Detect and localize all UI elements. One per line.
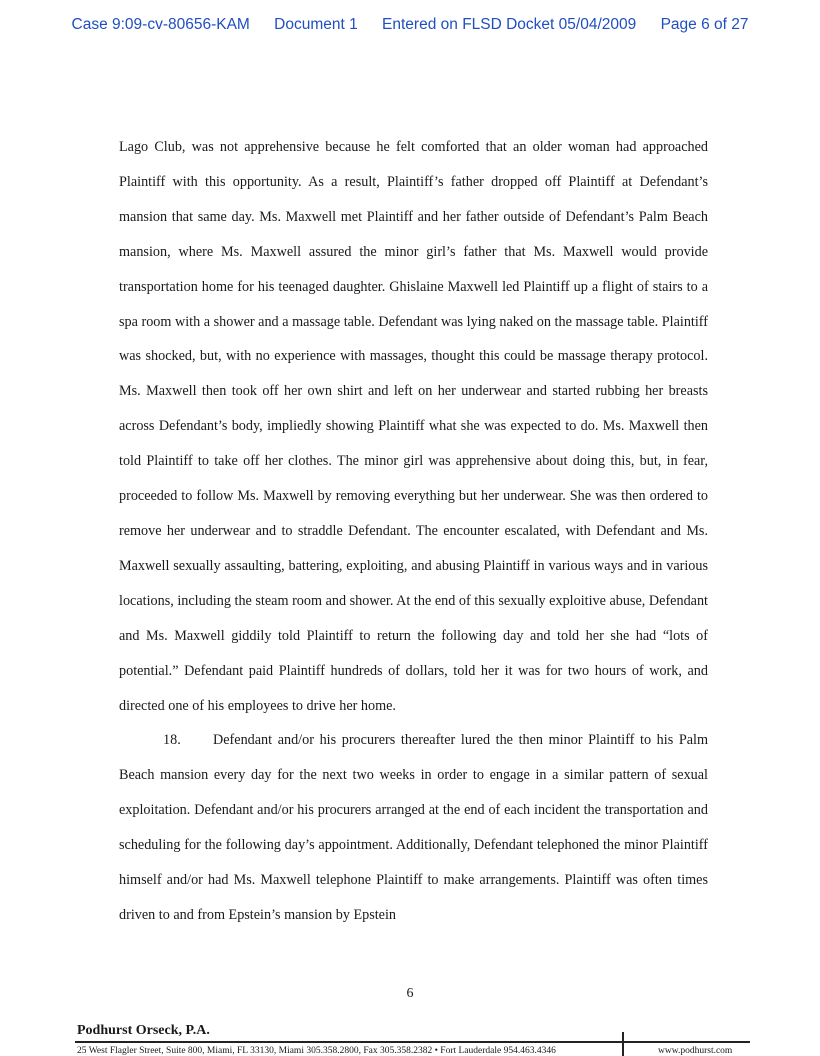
- footer-address: 25 West Flagler Street, Suite 800, Miami, FL 33130, Miami 305.358.2800, Fax 305.358.2382 • Fort Lauderdale 954.463.4346: [77, 1046, 556, 1056]
- docket-entry: Entered on FLSD Docket 05/04/2009: [382, 16, 637, 33]
- page-indicator: Page 6 of 27: [660, 16, 749, 33]
- paragraph-18: [119, 723, 708, 932]
- footer-separator: [622, 1032, 624, 1056]
- case-number: Case 9:09-cv-80656-KAM: [71, 16, 250, 33]
- footer-website: www.podhurst.com: [658, 1046, 733, 1056]
- docket-header: [0, 16, 820, 34]
- paragraph-number: 18.: [163, 732, 181, 749]
- page-number: 6: [406, 986, 414, 1001]
- footer-divider: [75, 1041, 750, 1043]
- paragraph-continuation: Lago Club, was not apprehensive because he felt comforted that an older woman had approached Plaintiff with this opportunity. As a result, Plaintiff’s father dropped off Plaintiff at Defendant’s mansion that same day. Ms. Maxwell met Plaintiff and her father outside of Defendant’s Palm Beach mansion, where Ms. Maxwell assured the minor girl’s father that Ms. Maxwell would provide transportation home for his teenaged daughter. Ghislaine Maxwell led Plaintiff up a flight of stairs to a spa room with a shower and a massage table. Defendant was lying naked on the massage table. Plaintiff was shocked, but, with no experience with massages, thought this could be massage therapy protocol. Ms. Maxwell then took off her own shirt and left on her underwear and started rubbing her breasts across Defendant’s body, impliedly showing Plaintiff what she was expected to do. Ms. Maxwell then told Plaintiff to take off her clothes. The minor girl was apprehensive about doing this, but, in fear, proceeded to follow Ms. Maxwell by removing everything but her underwear. She was then ordered to remove her underwear and to straddle Defendant. The encounter escalated, with Defendant and Ms. Maxwell sexually assaulting, battering, exploiting, and abusing Plaintiff in various ways and in various locations, including the steam room and shower. At the end of this sexually exploitive abuse, Defendant and Ms. Maxwell giddily told Plaintiff to return the following day and told her she had “lots of potential.” Defendant paid Plaintiff hundreds of dollars, told her it was for two hours of work, and directed one of his employees to drive her home.: [119, 139, 708, 714]
- document-body: [119, 130, 708, 933]
- paragraph-18-text: Defendant and/or his procurers thereafter lured the then minor Plaintiff to his Palm Beach mansion every day for the next two weeks in order to engage in a similar pattern of sexual exploitation. Defendant and/or his procurers arranged at the end of each incident the transportation and scheduling for the following day’s appointment. Additionally, Defendant telephoned the minor Plaintiff himself and/or had Ms. Maxwell telephone Plaintiff to make arrangements. Plaintiff was often times driven to and from Epstein’s mansion by Epstein: [119, 732, 708, 923]
- footer-firm-name: Podhurst Orseck, P.A.: [77, 1023, 210, 1038]
- document-number: Document 1: [274, 16, 358, 33]
